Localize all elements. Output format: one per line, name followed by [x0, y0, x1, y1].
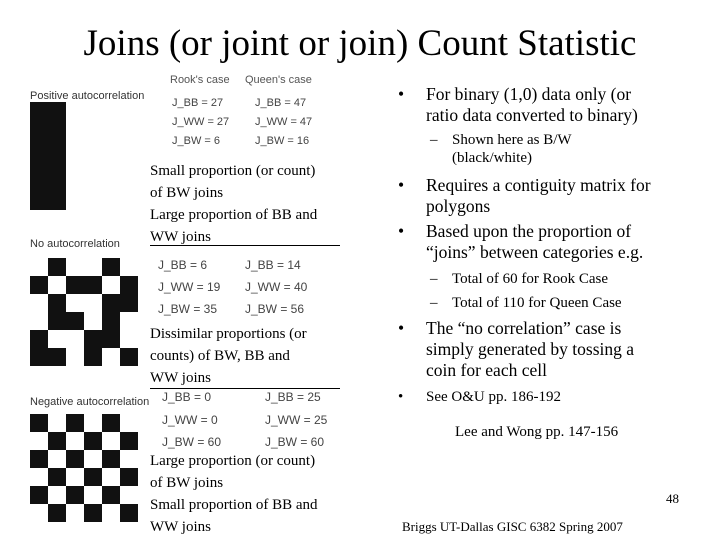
negative-queen-bw: J_BW = 60: [265, 435, 325, 449]
white-cell: [102, 468, 120, 486]
positive-rook-bb: J_BB = 27: [172, 97, 224, 109]
none-panel-label: No autocorrelation: [30, 238, 120, 250]
white-cell: [30, 258, 48, 276]
bullet-icon: •: [398, 221, 405, 241]
white-cell: [84, 414, 102, 432]
none-note-line: WW joins: [150, 370, 211, 386]
black-cell: [30, 138, 48, 156]
white-cell: [102, 192, 120, 210]
black-cell: [84, 330, 102, 348]
positive-queen-ww: J_WW = 47: [255, 116, 313, 128]
black-cell: [66, 486, 84, 504]
white-cell: [120, 138, 138, 156]
reference-text: See O&U pp. 186-192: [426, 389, 561, 405]
negative-grid: [30, 414, 138, 522]
white-cell: [120, 102, 138, 120]
white-cell: [48, 450, 66, 468]
black-cell: [66, 414, 84, 432]
positive-note-line: WW joins: [150, 229, 211, 245]
sub-bullet-text: Total of 60 for Rook Case: [452, 271, 609, 287]
white-cell: [66, 174, 84, 192]
dash-icon: –: [430, 295, 438, 311]
white-cell: [66, 258, 84, 276]
bullet-line: coin for each cell: [426, 360, 547, 380]
white-cell: [30, 294, 48, 312]
none-note-line: Dissimilar proportions (or: [150, 326, 307, 342]
black-cell: [30, 348, 48, 366]
bullet-line: ratio data converted to binary): [426, 105, 638, 125]
white-cell: [48, 276, 66, 294]
positive-note-line: Large proportion of BB and: [150, 207, 318, 223]
positive-note-line: Small proportion (or count): [150, 163, 316, 179]
white-cell: [120, 312, 138, 330]
divider: [150, 245, 340, 246]
white-cell: [84, 174, 102, 192]
positive-queen-bw: J_BW = 16: [255, 135, 310, 147]
white-cell: [120, 174, 138, 192]
black-cell: [48, 432, 66, 450]
black-cell: [120, 468, 138, 486]
black-cell: [30, 330, 48, 348]
white-cell: [84, 258, 102, 276]
black-cell: [48, 294, 66, 312]
white-cell: [84, 486, 102, 504]
negative-panel-label: Negative autocorrelation: [30, 396, 150, 408]
none-note: [150, 323, 370, 389]
white-cell: [84, 192, 102, 210]
none-queen-bb: J_BB = 14: [245, 258, 301, 272]
black-cell: [84, 468, 102, 486]
white-cell: [84, 138, 102, 156]
black-cell: [84, 348, 102, 366]
none-queen-ww: J_WW = 40: [245, 280, 308, 294]
white-cell: [102, 432, 120, 450]
black-cell: [30, 102, 48, 120]
negative-rook-ww: J_WW = 0: [162, 413, 218, 427]
none-queen-bw: J_BW = 56: [245, 302, 305, 316]
black-cell: [48, 312, 66, 330]
bullet-line: polygons: [426, 196, 491, 216]
white-cell: [66, 348, 84, 366]
none-note-line: counts) of BW, BB and: [150, 348, 290, 364]
white-cell: [66, 192, 84, 210]
white-cell: [120, 330, 138, 348]
black-cell: [120, 504, 138, 522]
white-cell: [120, 258, 138, 276]
white-cell: [48, 330, 66, 348]
positive-rook-bw: J_BW = 6: [172, 135, 220, 147]
black-cell: [30, 174, 48, 192]
black-cell: [102, 312, 120, 330]
positive-note: [150, 160, 370, 248]
white-cell: [102, 156, 120, 174]
white-cell: [66, 294, 84, 312]
white-cell: [84, 312, 102, 330]
bullet-line: For binary (1,0) data only (or: [426, 84, 632, 104]
none-rook-bw: J_BW = 35: [158, 302, 218, 316]
black-cell: [102, 486, 120, 504]
white-cell: [48, 414, 66, 432]
white-cell: [120, 156, 138, 174]
black-cell: [120, 432, 138, 450]
white-cell: [102, 102, 120, 120]
negative-rook-bw: J_BW = 60: [162, 435, 222, 449]
white-cell: [84, 120, 102, 138]
white-cell: [120, 450, 138, 468]
reference-lee-wong: Lee and Wong pp. 147-156: [455, 424, 619, 440]
white-cell: [30, 468, 48, 486]
black-cell: [30, 192, 48, 210]
white-cell: [66, 432, 84, 450]
white-cell: [66, 330, 84, 348]
white-cell: [84, 102, 102, 120]
bullet-line: Requires a contiguity matrix for: [426, 175, 651, 195]
sub-bullet-text: Total of 110 for Queen Case: [452, 295, 622, 311]
black-cell: [48, 174, 66, 192]
slide-title: Joins (or joint or join) Count Statistic: [83, 23, 637, 64]
black-cell: [48, 258, 66, 276]
black-cell: [120, 348, 138, 366]
black-cell: [30, 414, 48, 432]
black-cell: [30, 486, 48, 504]
white-cell: [48, 486, 66, 504]
black-cell: [84, 276, 102, 294]
black-cell: [48, 504, 66, 522]
rook-case-header: Rook's case: [170, 74, 230, 86]
white-cell: [84, 450, 102, 468]
negative-note-line: Small proportion of BB and: [150, 497, 318, 513]
white-cell: [30, 312, 48, 330]
queen-case-header: Queen's case: [245, 74, 312, 86]
none-rook-bb: J_BB = 6: [158, 258, 208, 272]
black-cell: [102, 330, 120, 348]
negative-note-line: Large proportion (or count): [150, 453, 316, 469]
divider: [150, 388, 340, 389]
bullet-icon: •: [398, 318, 405, 338]
white-cell: [66, 102, 84, 120]
black-cell: [30, 156, 48, 174]
dash-icon: –: [430, 132, 438, 148]
negative-rook-bb: J_BB = 0: [162, 390, 212, 404]
white-cell: [30, 432, 48, 450]
black-cell: [84, 504, 102, 522]
black-cell: [120, 294, 138, 312]
black-cell: [30, 276, 48, 294]
black-cell: [102, 294, 120, 312]
white-cell: [84, 294, 102, 312]
bullet-line: Based upon the proportion of: [426, 221, 632, 241]
footer: Briggs UT-Dallas GISC 6382 Spring 2007: [402, 519, 623, 534]
white-cell: [66, 120, 84, 138]
black-cell: [48, 102, 66, 120]
black-cell: [66, 450, 84, 468]
black-cell: [30, 450, 48, 468]
positive-queen-bb: J_BB = 47: [255, 97, 307, 109]
page-number: 48: [666, 491, 679, 506]
black-cell: [30, 120, 48, 138]
white-cell: [66, 138, 84, 156]
black-cell: [48, 120, 66, 138]
white-cell: [30, 504, 48, 522]
white-cell: [102, 504, 120, 522]
dash-icon: –: [430, 271, 438, 287]
white-cell: [102, 348, 120, 366]
black-cell: [48, 348, 66, 366]
white-cell: [84, 156, 102, 174]
bullet-icon: •: [398, 84, 405, 104]
black-cell: [84, 432, 102, 450]
black-cell: [66, 276, 84, 294]
black-cell: [48, 156, 66, 174]
positive-grid: [30, 102, 138, 210]
negative-queen-ww: J_WW = 25: [265, 413, 328, 427]
white-cell: [66, 504, 84, 522]
negative-note-line: WW joins: [150, 519, 211, 535]
white-cell: [102, 138, 120, 156]
sub-bullet-line: Shown here as B/W: [452, 132, 572, 148]
white-cell: [120, 414, 138, 432]
black-cell: [102, 450, 120, 468]
negative-queen-bb: J_BB = 25: [265, 390, 321, 404]
white-cell: [120, 486, 138, 504]
black-cell: [66, 312, 84, 330]
sub-bullet-line: (black/white): [452, 150, 532, 166]
white-cell: [102, 174, 120, 192]
negative-note-line: of BW joins: [150, 475, 224, 491]
bullet-icon: •: [398, 389, 404, 405]
negative-note: [150, 450, 370, 538]
positive-rook-ww: J_WW = 27: [172, 116, 230, 128]
white-cell: [66, 468, 84, 486]
white-cell: [120, 120, 138, 138]
bullet-line: simply generated by tossing a: [426, 339, 635, 359]
white-cell: [102, 120, 120, 138]
positive-note-line: of BW joins: [150, 185, 224, 201]
black-cell: [48, 468, 66, 486]
white-cell: [120, 192, 138, 210]
bullet-line: “joins” between categories e.g.: [426, 242, 644, 262]
black-cell: [102, 258, 120, 276]
black-cell: [48, 192, 66, 210]
bullet-icon: •: [398, 175, 405, 195]
none-grid: [30, 258, 138, 366]
none-rook-ww: J_WW = 19: [158, 280, 221, 294]
black-cell: [102, 414, 120, 432]
black-cell: [48, 138, 66, 156]
positive-panel-label: Positive autocorrelation: [30, 90, 145, 102]
black-cell: [120, 276, 138, 294]
white-cell: [102, 276, 120, 294]
bullet-line: The “no correlation” case is: [426, 318, 622, 338]
white-cell: [66, 156, 84, 174]
